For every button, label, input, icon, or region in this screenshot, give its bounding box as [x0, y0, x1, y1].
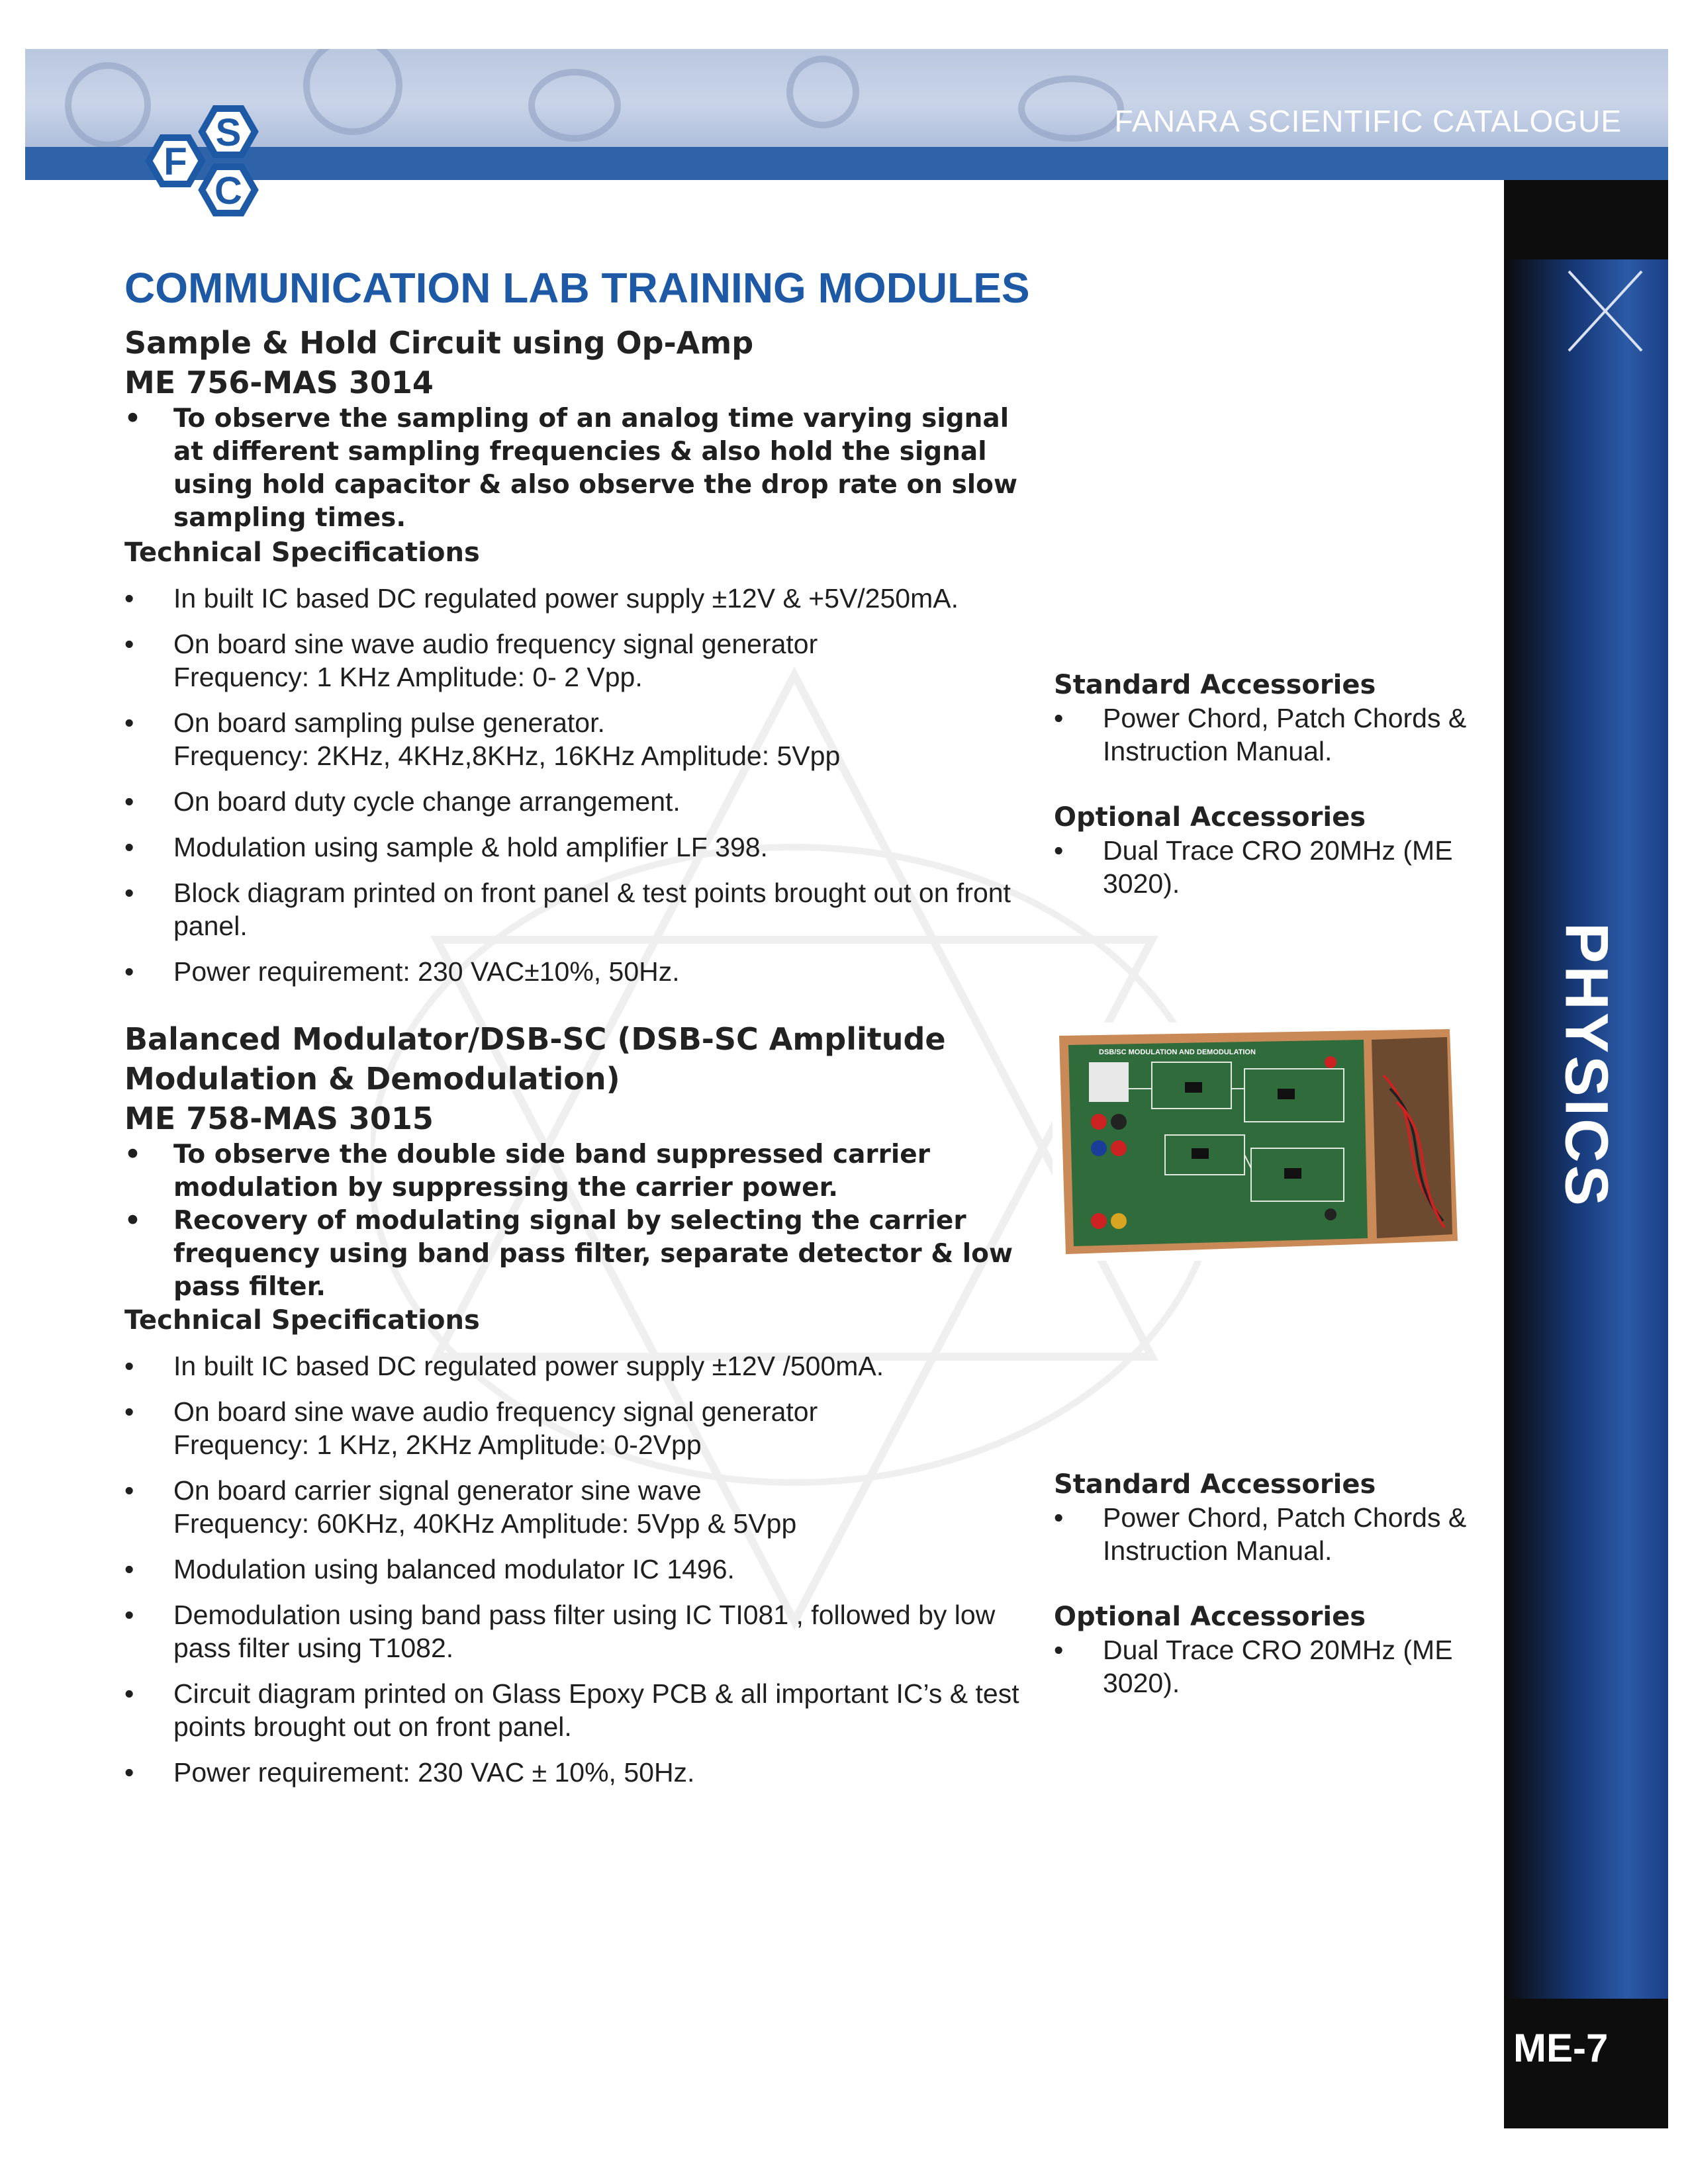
spec-item: • On board sine wave audio frequency signal generator Frequency: 1 KHz Amplitude: 0- 2 Vpp. — [124, 627, 1025, 694]
logo-letter-s: S — [215, 111, 242, 154]
spec-item: • Power requirement: 230 VAC ± 10%, 50Hz. — [124, 1756, 1025, 1789]
spec-heading: Technical Specifications — [124, 537, 480, 568]
spec-item: • On board sine wave audio frequency signal generator Frequency: 1 KHz, 2KHz Amplitude: 0-2Vpp — [124, 1395, 1025, 1461]
banner-decoration — [786, 56, 859, 128]
spec-item: • On board carrier signal generator sine wave Frequency: 60KHz, 40KHz Amplitude: 5Vpp & 5Vpp — [124, 1474, 1025, 1540]
product1-accessories — [1054, 668, 1477, 900]
accessory-item: • Power Chord, Patch Chords & Instruction Manual. — [1054, 702, 1477, 768]
product1-objectives — [124, 402, 1018, 535]
standard-accessories-heading: Standard Accessories — [1054, 1469, 1376, 1500]
catalogue-title: FANARA SCIENTIFIC CATALOGUE — [1114, 104, 1622, 138]
spec-item: • On board duty cycle change arrangement. — [124, 785, 1025, 818]
objective-item: • To observe the sampling of an analog time varying signal at different sampling frequencies & also hold the signal using hold capacitor & also observe the drop rate on slow sampling times. — [124, 402, 1018, 535]
spec-item: • On board sampling pulse generator. Frequency: 2KHz, 4KHz,8KHz, 16KHz Amplitude: 5Vpp — [124, 706, 1025, 772]
product2-accessories — [1054, 1468, 1477, 1700]
logo-letter-f: F — [164, 140, 187, 183]
spec-item: • Demodulation using band pass filter using IC TI081 , followed by low pass filter using T1082. — [124, 1598, 1025, 1664]
banner-decoration — [528, 69, 621, 142]
banner-decoration — [303, 49, 402, 135]
sidebar-top-band — [1504, 180, 1668, 259]
spec-item: • Modulation using balanced modulator IC 1496. — [124, 1553, 1025, 1586]
section-title: COMMUNICATION LAB TRAINING MODULES — [124, 264, 1030, 312]
spec-item: • In built IC based DC regulated power supply ±12V /500mA. — [124, 1349, 1025, 1383]
spec-heading: Technical Specifications — [124, 1305, 480, 1336]
product2-objectives — [124, 1138, 1018, 1304]
accessory-item: • Dual Trace CRO 20MHz (ME 3020). — [1054, 1633, 1477, 1700]
fsc-logo — [124, 103, 303, 236]
logo-letter-c: C — [214, 169, 242, 212]
product1-specs — [124, 536, 1025, 1001]
product2-name-line1: Balanced Modulator/DSB-SC (DSB-SC Amplitude — [124, 1021, 946, 1057]
optional-accessories-heading: Optional Accessories — [1054, 1602, 1366, 1632]
sidebar-cross-decoration — [1562, 265, 1648, 357]
objective-item: • To observe the double side band suppressed carrier modulation by suppressing the carrier power. — [124, 1138, 1018, 1205]
product2-code: ME 758-MAS 3015 — [124, 1101, 434, 1136]
page-number: ME-7 — [1513, 2026, 1609, 2070]
product2-specs — [124, 1304, 1025, 1801]
section-tab-physics: PHYSICS — [1552, 923, 1620, 1208]
spec-item: • Power requirement: 230 VAC±10%, 50Hz. — [124, 955, 1025, 988]
product2-name-line2: Modulation & Demodulation) — [124, 1061, 620, 1097]
spec-item: • In built IC based DC regulated power supply ±12V & +5V/250mA. — [124, 582, 1025, 615]
product1-code: ME 756-MAS 3014 — [124, 365, 434, 400]
photo-panel-label: DSB/SC MODULATION AND DEMODULATION — [1099, 1048, 1256, 1056]
objective-item: • Recovery of modulating signal by selecting the carrier frequency using band pass filter, separate detector & low pass filter. — [124, 1205, 1018, 1304]
spec-item: • Circuit diagram printed on Glass Epoxy PCB & all important IC’s & test points brought out on front panel. — [124, 1677, 1025, 1743]
product1-name: Sample & Hold Circuit using Op-Amp — [124, 325, 754, 361]
spec-item: • Block diagram printed on front panel & test points brought out on front panel. — [124, 876, 1025, 942]
optional-accessories-heading: Optional Accessories — [1054, 802, 1366, 833]
banner-decoration — [1018, 75, 1124, 142]
accessory-item: • Power Chord, Patch Chords & Instruction Manual. — [1054, 1501, 1477, 1567]
product2-photo — [1053, 1023, 1463, 1261]
spec-item: • Modulation using sample & hold amplifier LF 398. — [124, 831, 1025, 864]
accessory-item: • Dual Trace CRO 20MHz (ME 3020). — [1054, 834, 1477, 900]
standard-accessories-heading: Standard Accessories — [1054, 670, 1376, 700]
